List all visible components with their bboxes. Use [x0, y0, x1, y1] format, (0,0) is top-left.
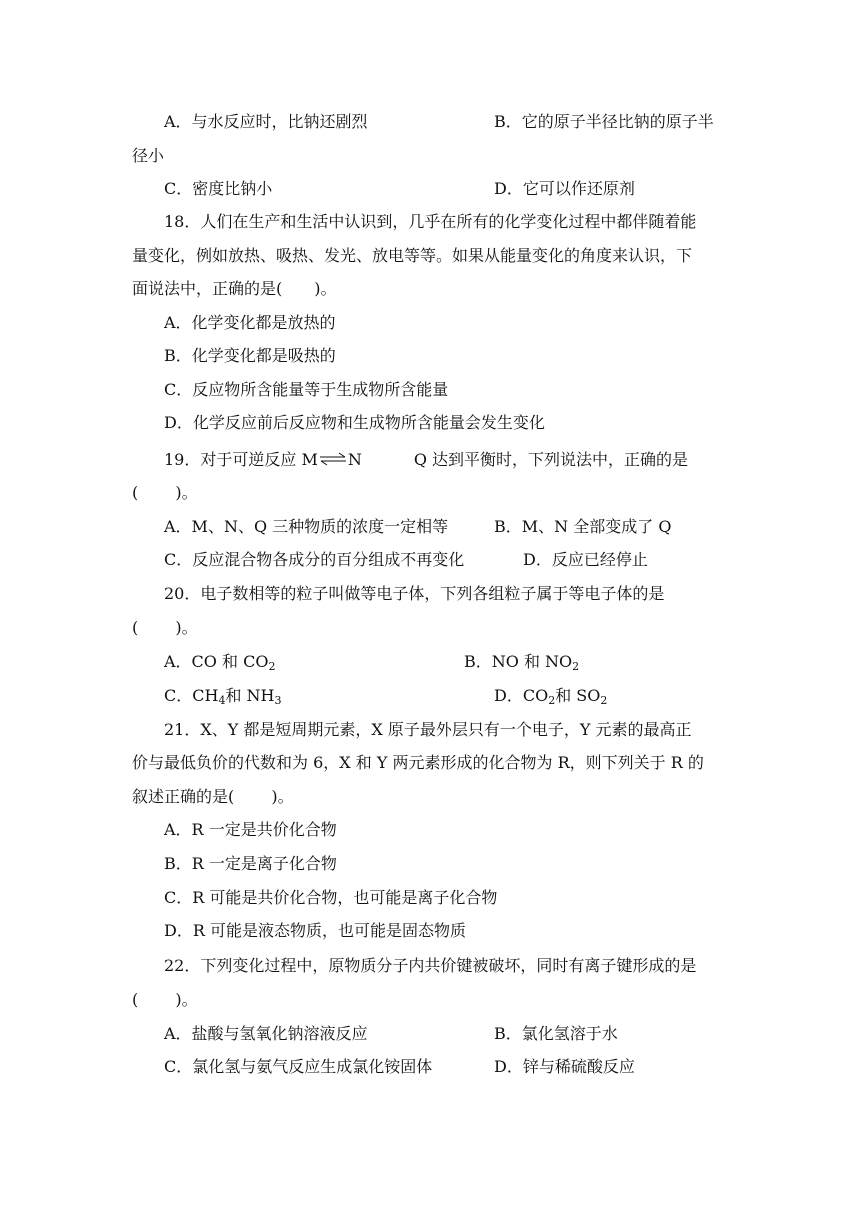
q20-option-c-subscript-1: 4	[218, 694, 226, 707]
q21-stem-line2: 价与最低负价的代数和为 6，X 和 Y 两元素形成的化合物为 R，则下列关于 R 的	[132, 753, 704, 772]
q17-option-a: A．与水反应时，比钠还剧烈	[164, 112, 368, 131]
q20-option-b	[464, 652, 579, 672]
q20-option-a-subscript: 2	[268, 660, 276, 673]
q22-stem-line1: 22．下列变化过程中，原物质分子内共价键被破坏，同时有离子键形成的是	[164, 956, 697, 975]
q17-option-d: D．它可以作还原剂	[494, 179, 635, 198]
q19-option-a: A．M、N、Q 三种物质的浓度一定相等	[164, 517, 449, 536]
q21-option-b: B．R 一定是离子化合物	[164, 854, 337, 873]
q19-option-b: B．M、N 全部变成了 Q	[494, 517, 672, 536]
q22-option-a: A．盐酸与氢氧化钠溶液反应	[164, 1024, 368, 1043]
q20-option-c-subscript-2: 3	[274, 694, 282, 707]
q21-option-d: D．R 可能是液态物质，也可能是固态物质	[164, 921, 466, 940]
q18-stem-line1: 18．人们在生产和生活中认识到，几乎在所有的化学变化过程中都伴随着能	[164, 212, 697, 231]
q21-stem-line1: 21．X、Y 都是短周期元素，X 原子最外层只有一个电子，Y 元素的最高正	[164, 720, 692, 739]
q20-option-d-text: D．CO	[494, 686, 549, 705]
q20-option-a	[164, 652, 275, 674]
q22-option-c: C．氯化氢与氨气反应生成氯化铵固体	[164, 1057, 433, 1076]
q20-option-d-text-2: 和 SO	[555, 686, 601, 705]
q20-option-d-subscript-2: 2	[600, 694, 608, 707]
q20-option-b-subscript: 2	[572, 660, 580, 673]
reversible-arrow-icon	[319, 451, 347, 467]
q20-option-c-text-2: 和 NH	[225, 686, 275, 705]
q20-option-c-text: C．CH	[164, 686, 219, 705]
q22-option-d: D．锌与稀硫酸反应	[494, 1057, 635, 1076]
q19-stem-pre: 19．对于可逆反应 M	[164, 450, 318, 469]
q20-option-a-text: A．CO 和 CO	[164, 652, 269, 671]
q18-stem-line3: 面说法中，正确的是( )。	[132, 279, 337, 298]
q20-option-c	[164, 686, 282, 708]
q18-option-d: D．化学反应前后反应物和生成物所含能量会发生变化	[164, 413, 545, 432]
q19-option-c: C．反应混合物各成分的百分组成不再变化	[164, 550, 465, 569]
q19-stem-line2: ( )。	[132, 483, 198, 502]
q21-stem-line3: 叙述正确的是( )。	[132, 787, 294, 806]
q18-option-a: A．化学变化都是放热的	[164, 313, 336, 332]
q20-stem-line1: 20．电子数相等的粒子叫做等电子体，下列各组粒子属于等电子体的是	[164, 584, 665, 603]
q20-stem-line2: ( )。	[132, 618, 198, 637]
q19-stem-post: Q 达到平衡时，下列说法中，正确的是	[413, 450, 689, 469]
q20-option-b-text: B．NO 和 NO	[464, 652, 573, 671]
q22-option-b: B．氯化氢溶于水	[494, 1024, 618, 1043]
q19-stem-line1	[164, 450, 688, 472]
q19-stem-mid: N	[347, 450, 362, 469]
q19-option-d: D．反应已经停止	[523, 550, 648, 569]
q18-option-c: C．反应物所含能量等于生成物所含能量	[164, 380, 449, 399]
q17-option-b: B．它的原子半径比钠的原子半	[494, 112, 714, 131]
q22-stem-line2: ( )。	[132, 990, 198, 1009]
q17-option-c: C．密度比钠小	[164, 179, 273, 198]
q21-option-a: A．R 一定是共价化合物	[164, 820, 337, 839]
q17-option-b-continued: 径小	[132, 146, 165, 165]
q21-option-c: C．R 可能是共价化合物，也可能是离子化合物	[164, 888, 498, 907]
q20-option-d-subscript-1: 2	[548, 694, 556, 707]
q18-option-b: B．化学变化都是吸热的	[164, 346, 336, 365]
q20-option-d	[494, 686, 607, 706]
q18-stem-line2: 量变化，例如放热、吸热、发光、放电等等。如果从能量变化的角度来认识，下	[132, 246, 693, 265]
